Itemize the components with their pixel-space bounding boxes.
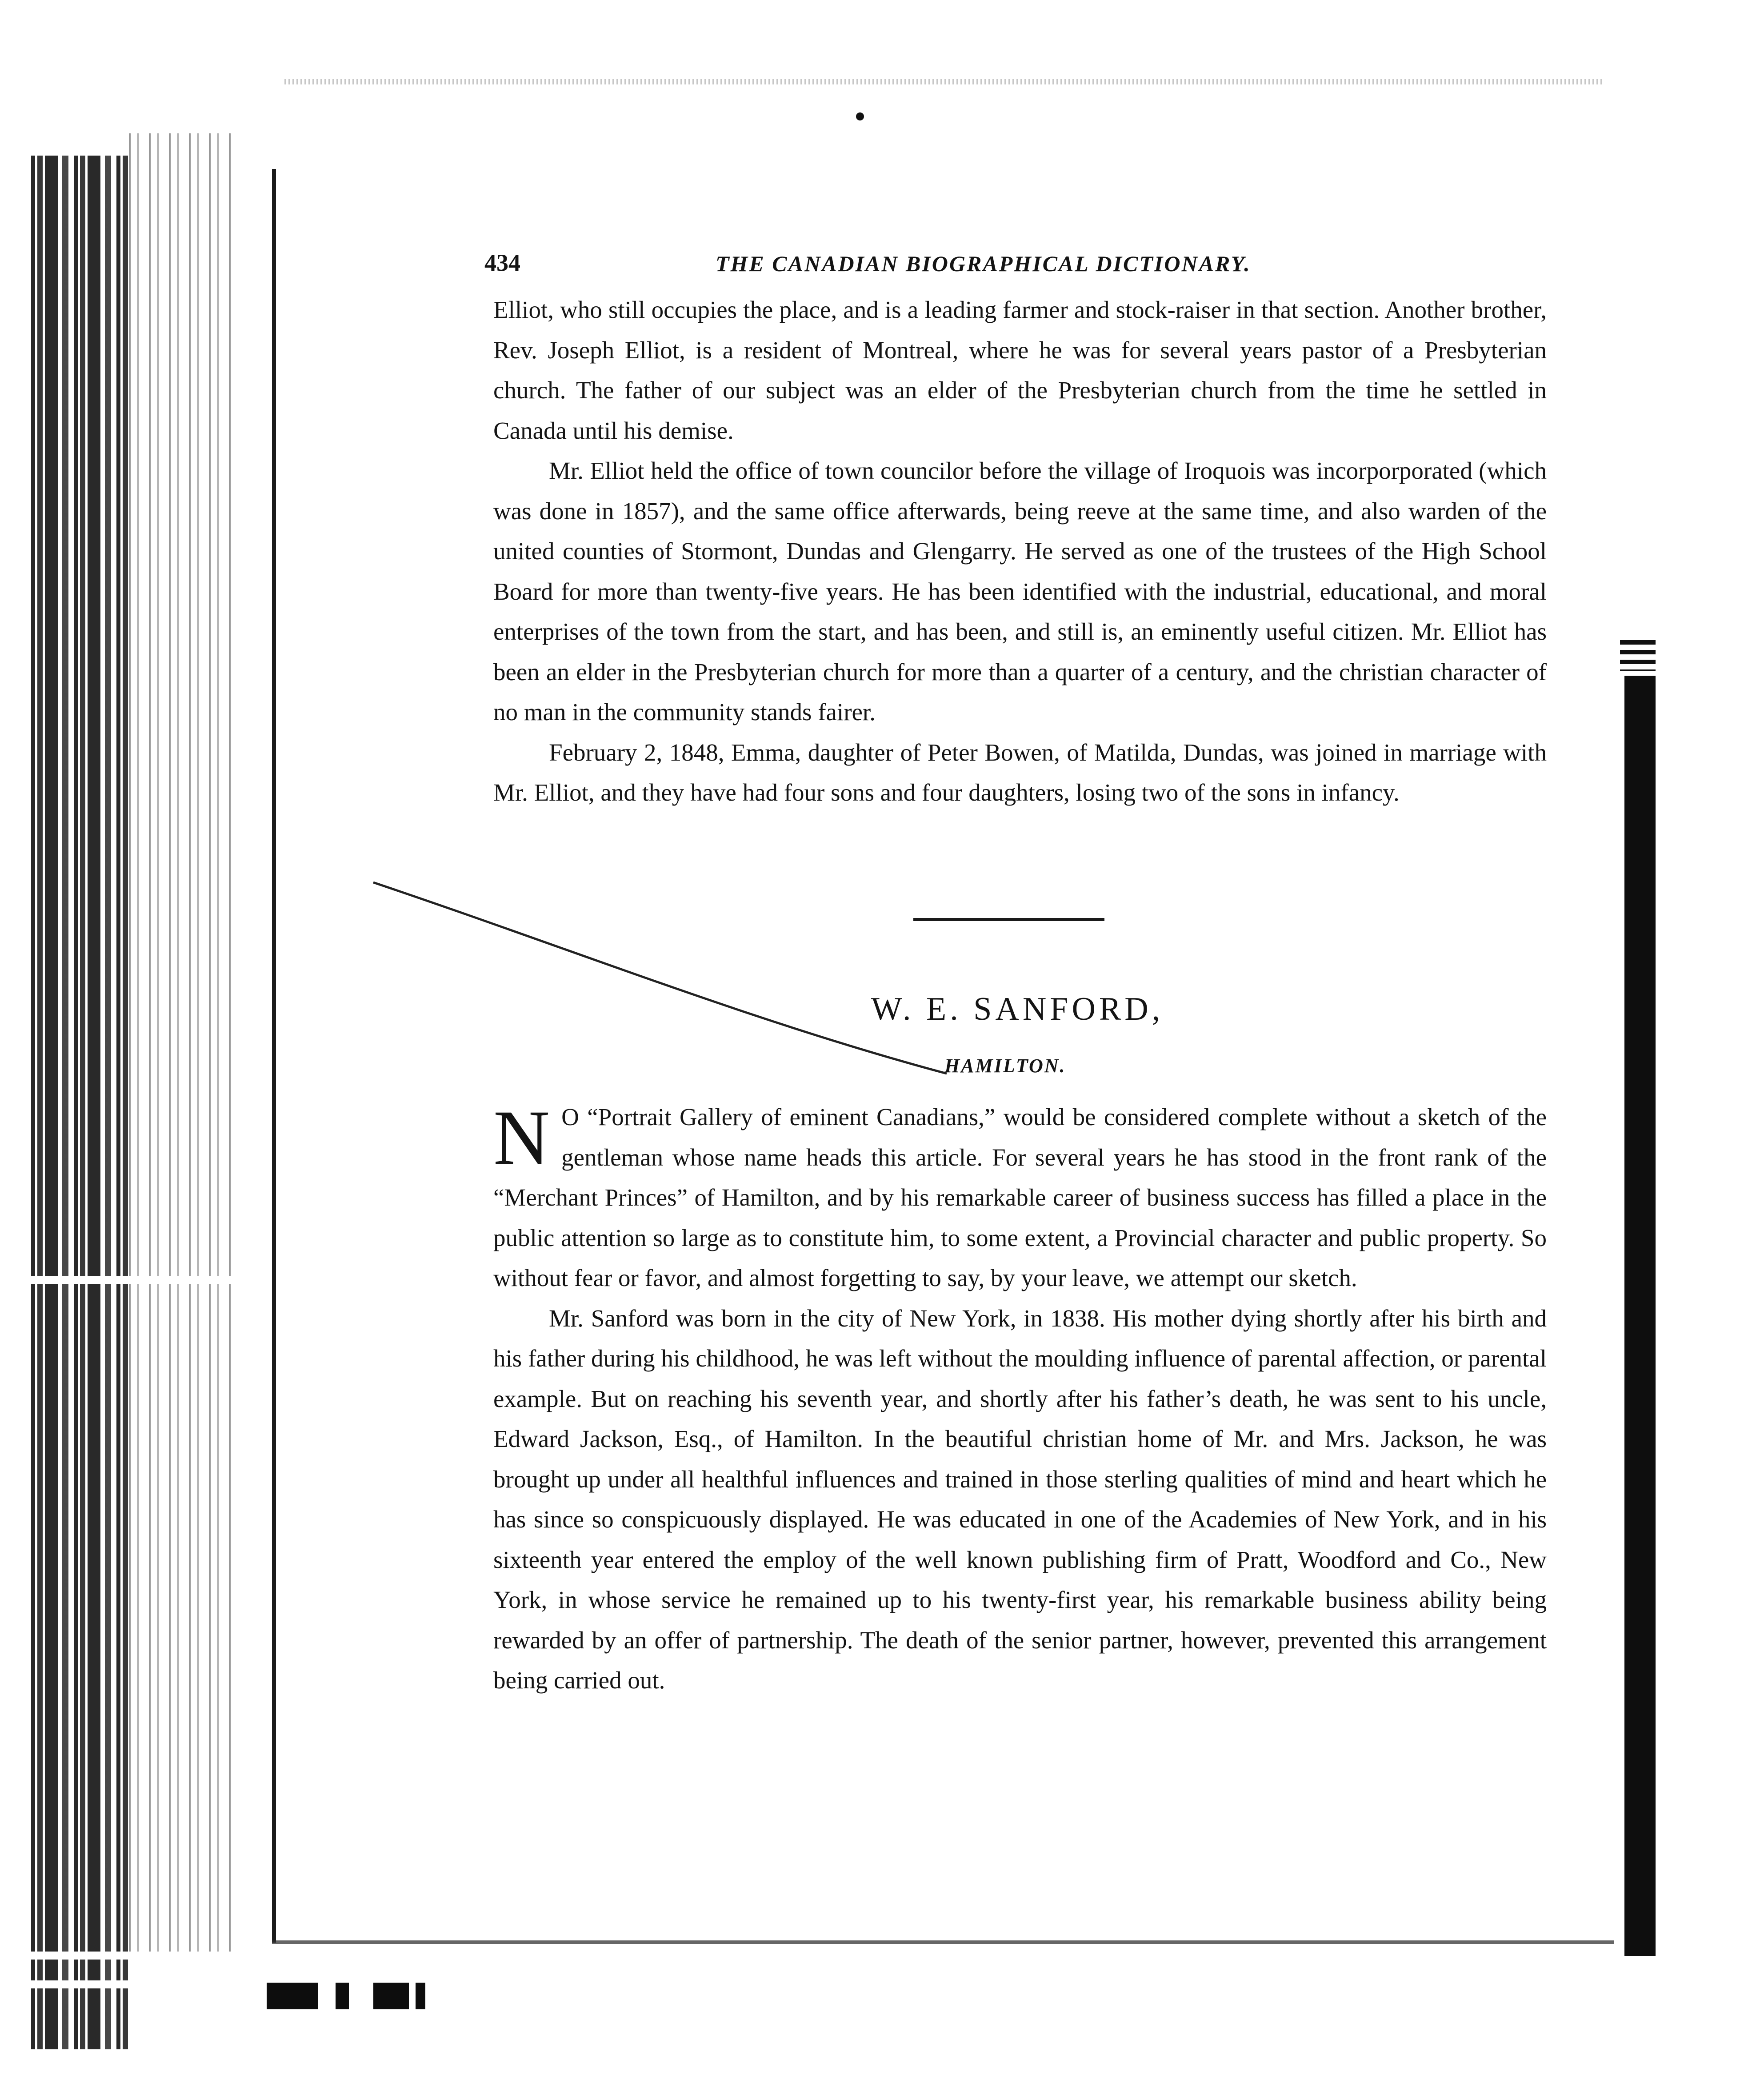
sanford-paragraph-1 <box>493 1094 1547 1298</box>
elliot-entry <box>493 290 1547 813</box>
elliot-paragraph-2: Mr. Elliot held the office of town councilor before the village of Iroquois was incorporporated (which was done in 1857), and the same office afterwards, being reeve at the same time, and also warden of the united counties of Stormont, Dundas and Glengarry. He served as one of the trustees of the High School Board for more than twenty-five years. He has been identified with the industrial, educational, and moral enterprises of the town from the start, and has been, and still is, an eminently useful citizen. Mr. Elliot has been an elder in the Presbyterian church for more than a quarter of a century, and the christian character of no man in the community stands fairer. <box>493 457 1547 725</box>
running-title: THE CANADIAN BIOGRAPHICAL DICTIONARY. <box>716 251 1251 276</box>
sanford-paragraph-1-text: O “Portrait Gallery of eminent Canadians,” would be considered complete without a sketch of the gentleman whose name heads this article. For several years he has stood in the front rank of the “Merchant Princes” of Hamilton, and by his remarkable career of business success has filled a place in the public attention so large as to constitute him, to some extent, a Provincial character and public property. So without fear or favor, and almost forgetting to say, by your leave, we attempt our sketch. <box>493 1103 1547 1291</box>
entry-place: HAMILTON. <box>944 1055 1066 1077</box>
entry-heading: W. E. SANFORD, <box>871 991 1164 1027</box>
sanford-entry <box>493 1094 1547 1701</box>
elliot-paragraph-3: February 2, 1848, Emma, daughter of Peter Bowen, of Matilda, Dundas, was joined in marriage with Mr. Elliot, and they have had four sons and four daughters, losing two of the sons in infancy. <box>493 738 1547 806</box>
page-header <box>484 244 1529 280</box>
drop-cap: N <box>493 1094 550 1181</box>
elliot-paragraph-1: Elliot, who still occupies the place, and is a leading farmer and stock-raiser in that section. Another brother, Rev. Joseph Elliot, is a resident of Montreal, where he was for several years pastor of a Presbyterian church. The father of our subject was an elder of the Presbyterian church from the time he settled in Canada until his demise. <box>493 296 1547 444</box>
page-number: 434 <box>484 249 520 276</box>
sanford-paragraph-2: Mr. Sanford was born in the city of New York, in 1838. His mother dying shortly after his birth and his father during his childhood, he was left without the moulding influence of parental affection, or parental example. But on reaching his seventh year, and shortly after his father’s death, he was sent to his uncle, Edward Jackson, Esq., of Hamilton. In the beautiful christian home of Mr. and Mrs. Jackson, he was brought up under all healthful influences and trained in those sterling qualities of mind and heart which he has since so conspicuously displayed. He was educated in one of the Academies of New York, and in his sixteenth year entered the employ of the well known publishing firm of Pratt, Woodford and Co., New York, in whose service he remained up to his twenty-first year, his remarkable business ability being rewarded by an offer of partnership. The death of the senior partner, however, prevented this arrangement being carried out. <box>493 1304 1547 1694</box>
section-divider <box>913 918 1104 921</box>
